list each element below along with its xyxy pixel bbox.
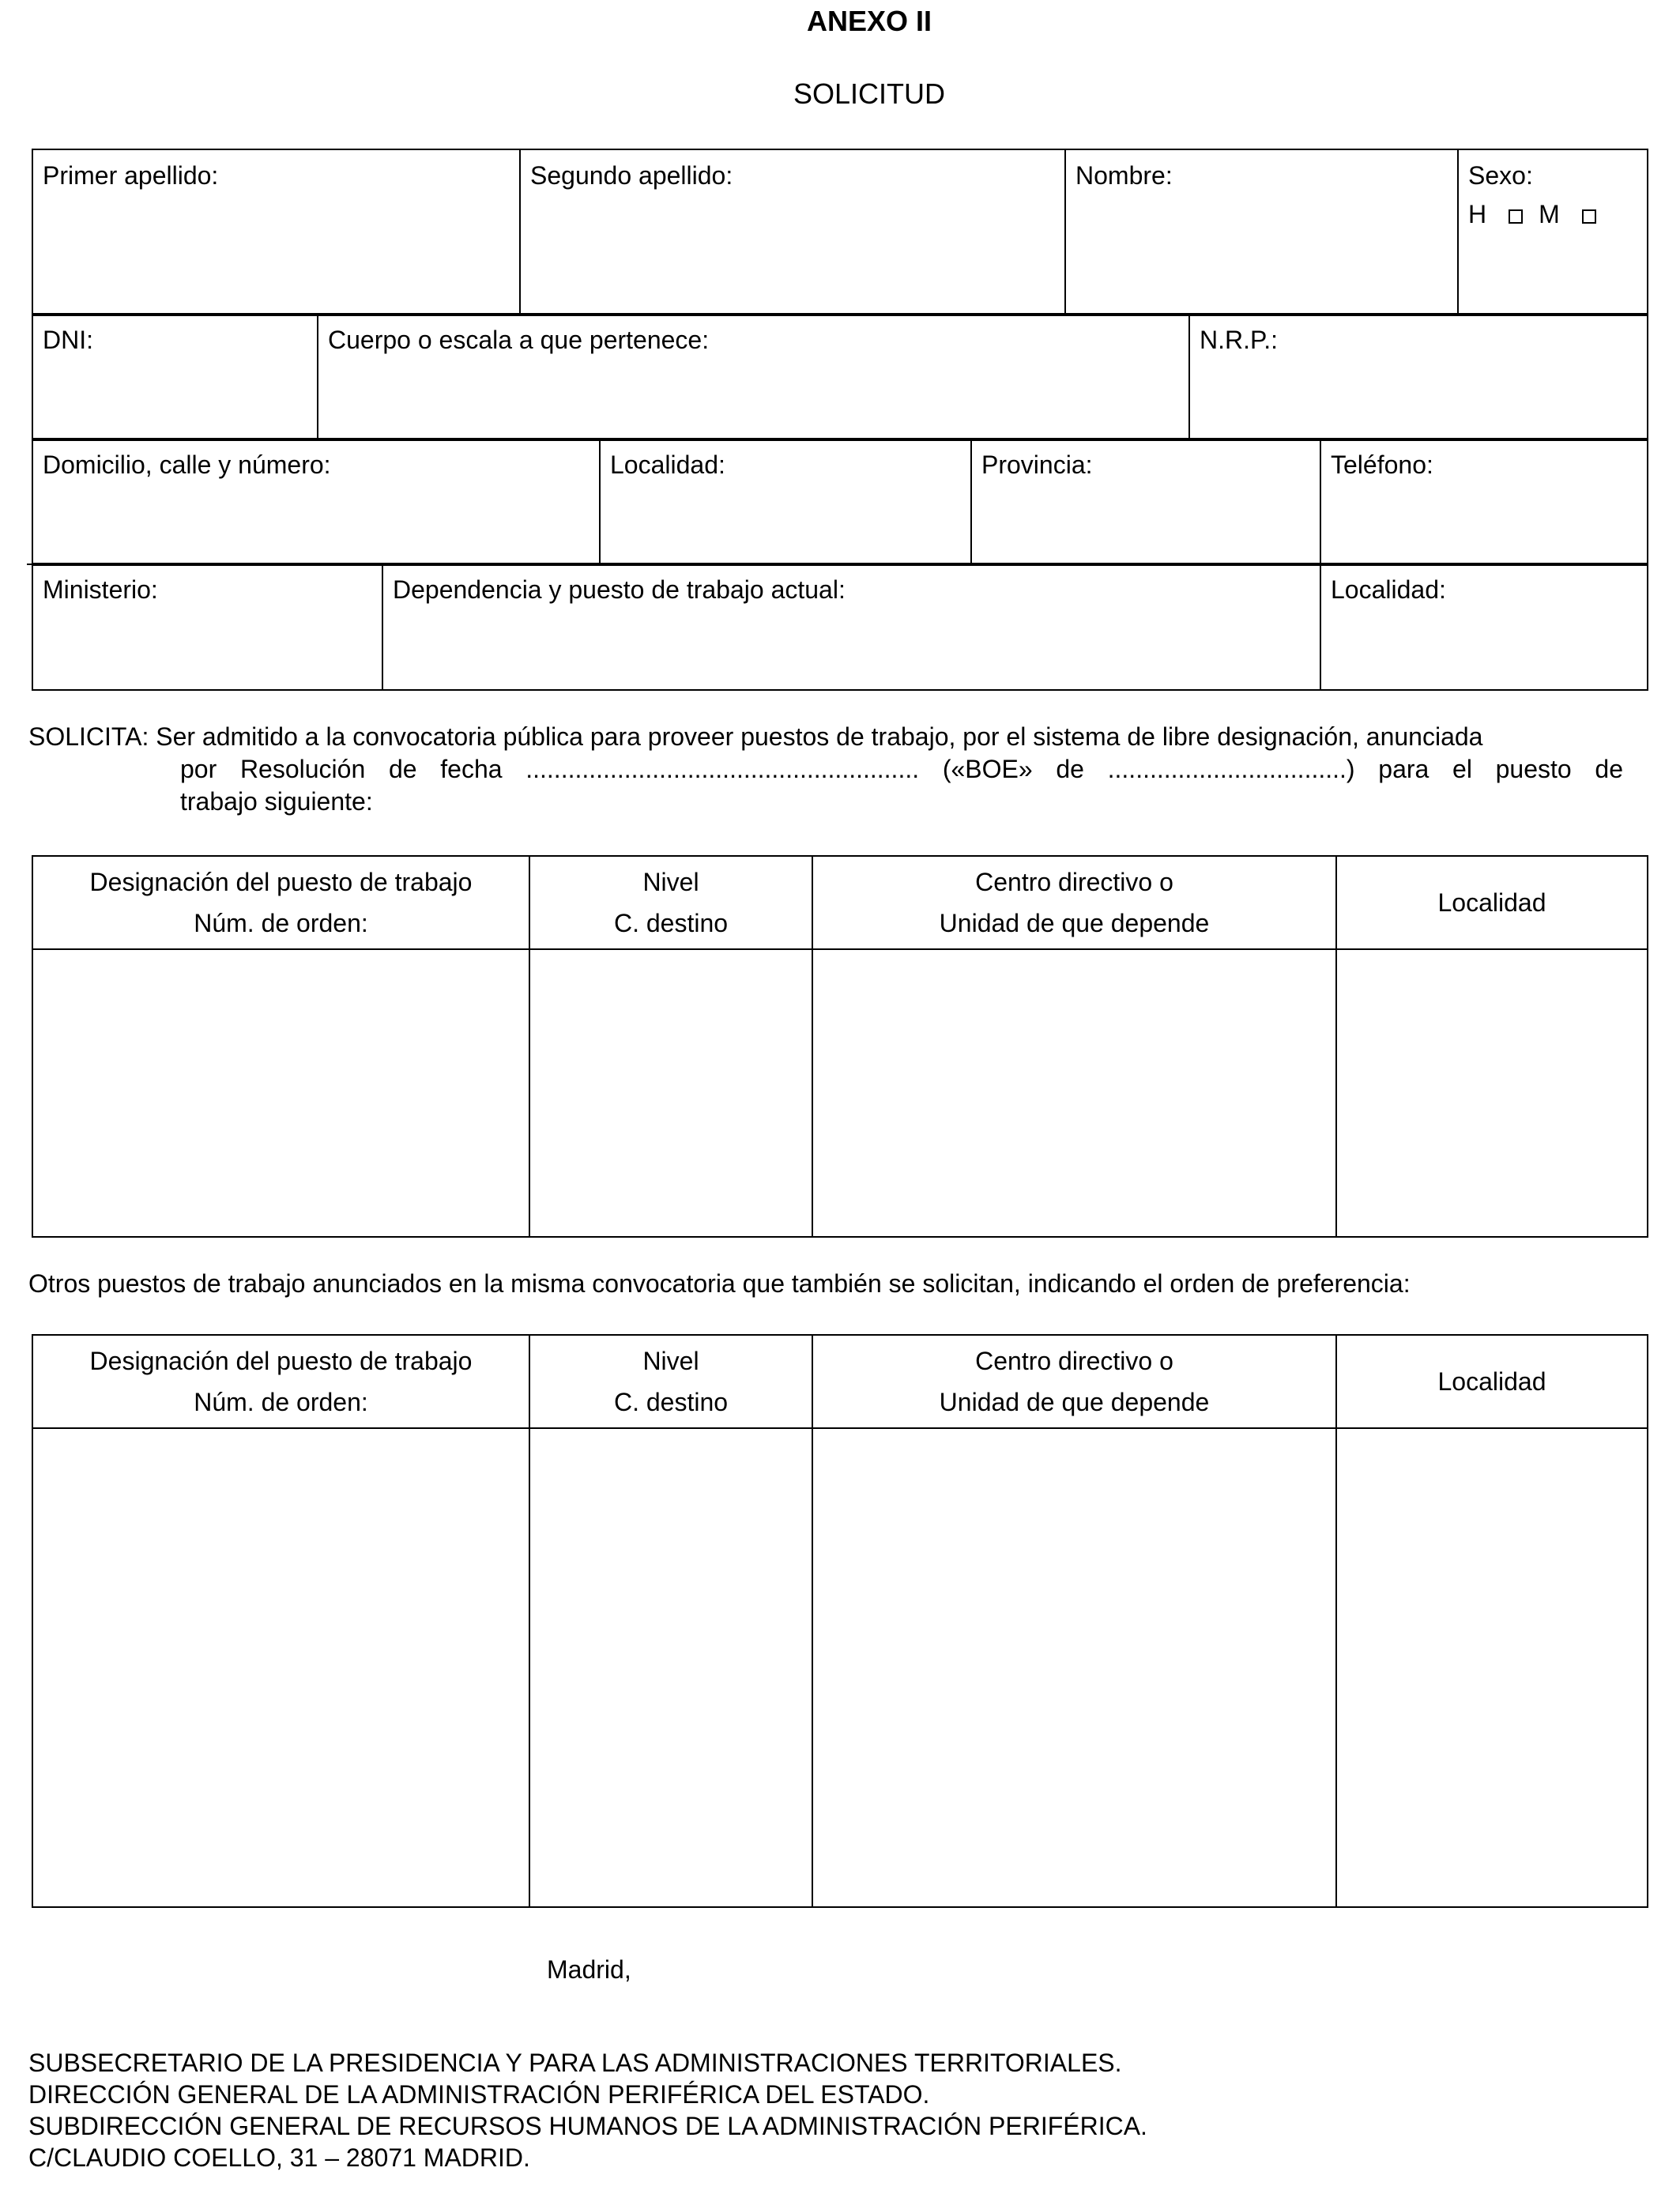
personal-data-row-2 — [32, 313, 1648, 441]
ministerio-label: Ministerio: — [43, 575, 158, 604]
primer-apellido-field[interactable] — [32, 149, 520, 315]
otros-puestos-text: Otros puestos de trabajo anunciados en la misma convocatoria que también se solicitan, indicando el orden de preferencia: — [28, 1269, 1411, 1298]
solicita-line-1: SOLICITA: Ser admitido a la convocatoria pública para proveer puestos de trabajo, por el sistema de libre designación, anunciada — [28, 722, 1483, 751]
localidad-cell[interactable] — [1336, 949, 1648, 1237]
sexo-h-label: H — [1468, 200, 1487, 228]
localidad-cell[interactable] — [1336, 1428, 1648, 1907]
nivel-cell[interactable] — [529, 1428, 812, 1907]
dni-field[interactable] — [32, 314, 318, 440]
sexo-h-checkbox[interactable] — [1509, 209, 1523, 224]
dni-label: DNI: — [43, 326, 93, 354]
ministerio-field[interactable] — [32, 564, 382, 690]
footer-line-4: C/CLAUDIO COELLO, 31 – 28071 MADRID. — [28, 2143, 530, 2172]
nrp-field[interactable] — [1189, 314, 1648, 440]
designacion-cell[interactable] — [32, 1428, 529, 1907]
domicilio-field[interactable] — [32, 439, 600, 565]
table-header-row — [32, 1335, 1648, 1428]
nrp-label: N.R.P.: — [1200, 326, 1278, 354]
personal-data-row-4 — [32, 563, 1648, 691]
segundo-apellido-field[interactable] — [520, 149, 1065, 315]
header-designacion: Designación del puesto de trabajo Núm. de orden: — [32, 856, 529, 949]
telefono-field[interactable] — [1320, 439, 1648, 565]
provincia-label: Provincia: — [981, 450, 1093, 479]
dependencia-label: Dependencia y puesto de trabajo actual: — [393, 575, 846, 604]
centro-cell[interactable] — [812, 1428, 1336, 1907]
madrid-date-line: Madrid, — [547, 1955, 631, 1984]
header-centro-directivo: Centro directivo o Unidad de que depende — [812, 856, 1336, 949]
table-header-row — [32, 856, 1648, 949]
personal-data-row-3 — [32, 438, 1648, 566]
header-nivel: Nivel C. destino — [529, 1335, 812, 1428]
footer-line-3: SUBDIRECCIÓN GENERAL DE RECURSOS HUMANOS DE LA ADMINISTRACIÓN PERIFÉRICA. — [28, 2112, 1147, 2140]
localidad-label: Localidad: — [610, 450, 725, 479]
telefono-label: Teléfono: — [1331, 450, 1433, 479]
footer-line-1: SUBSECRETARIO DE LA PRESIDENCIA Y PARA LAS ADMINISTRACIONES TERRITORIALES. — [28, 2049, 1122, 2077]
solicita-line-3: trabajo siguiente: — [180, 787, 373, 816]
footer-line-2: DIRECCIÓN GENERAL DE LA ADMINISTRACIÓN PERIFÉRICA DEL ESTADO. — [28, 2080, 930, 2109]
segundo-apellido-label: Segundo apellido: — [530, 161, 733, 190]
personal-data-row-1 — [32, 149, 1648, 316]
nombre-field[interactable] — [1065, 149, 1458, 315]
primer-apellido-label: Primer apellido: — [43, 161, 219, 190]
localidad2-label: Localidad: — [1331, 575, 1446, 604]
header-localidad: Localidad — [1336, 1335, 1648, 1428]
table-row — [32, 949, 1648, 1237]
nivel-cell[interactable] — [529, 949, 812, 1237]
puesto-solicitado-table — [32, 855, 1648, 1238]
otros-puestos-table — [32, 1334, 1648, 1908]
footer-address — [28, 2047, 1147, 2173]
header-centro-directivo: Centro directivo o Unidad de que depende — [812, 1335, 1336, 1428]
page-subtitle: SOLICITUD — [793, 77, 946, 110]
localidad2-field[interactable] — [1320, 564, 1648, 690]
localidad-field[interactable] — [600, 439, 971, 565]
cuerpo-field[interactable] — [318, 314, 1189, 440]
designacion-cell[interactable] — [32, 949, 529, 1237]
dependencia-field[interactable] — [382, 564, 1320, 690]
header-localidad: Localidad — [1336, 856, 1648, 949]
provincia-field[interactable] — [971, 439, 1320, 565]
sexo-m-label: M — [1539, 200, 1560, 228]
row-divider-mark — [27, 564, 133, 565]
sexo-m-checkbox[interactable] — [1582, 209, 1596, 224]
nombre-label: Nombre: — [1075, 161, 1173, 190]
header-nivel: Nivel C. destino — [529, 856, 812, 949]
sexo-field — [1458, 149, 1648, 315]
page-title: ANEXO II — [806, 5, 932, 37]
sexo-options — [1459, 190, 1647, 229]
domicilio-label: Domicilio, calle y número: — [43, 450, 331, 479]
cuerpo-label: Cuerpo o escala a que pertenece: — [328, 326, 710, 354]
centro-cell[interactable] — [812, 949, 1336, 1237]
solicita-line-2: por Resolución de fecha ........................................................ («BOE» de ..................................) para el puesto de — [180, 755, 1623, 783]
header-designacion: Designación del puesto de trabajo Núm. de orden: — [32, 1335, 529, 1428]
table-row — [32, 1428, 1648, 1907]
sexo-label: Sexo: — [1468, 161, 1533, 190]
